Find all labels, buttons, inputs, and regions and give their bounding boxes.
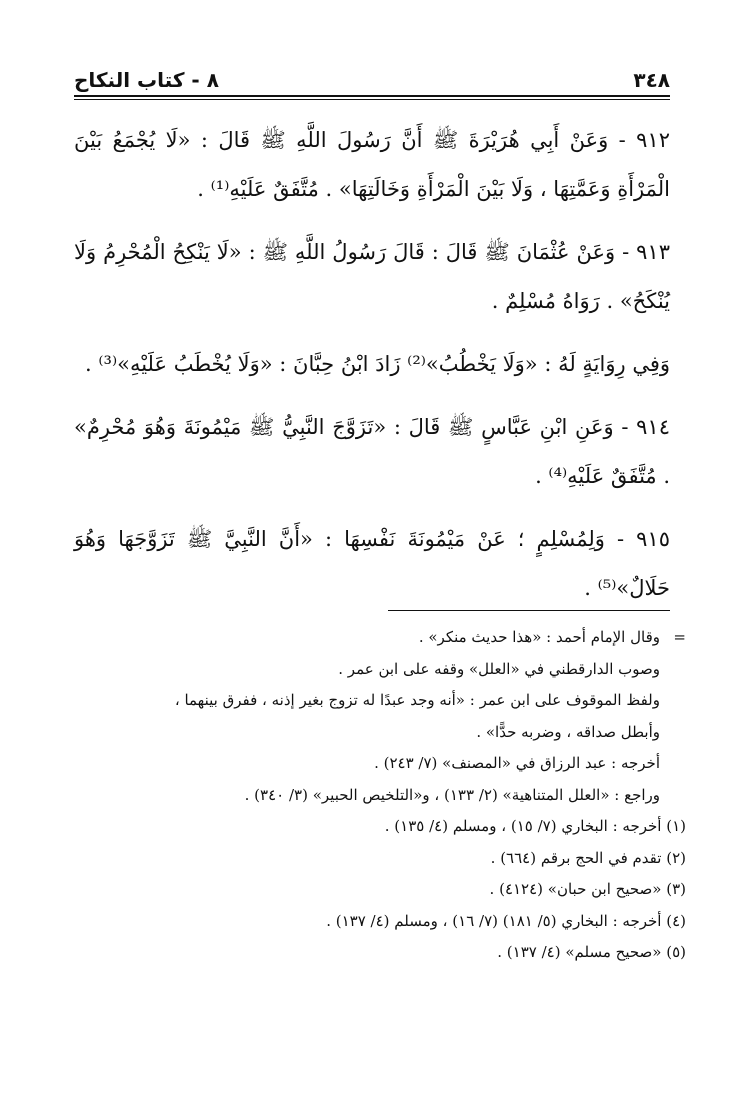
footnote-line: وقال الإمام أحمد : «هذا حديث منكر» . <box>418 628 660 646</box>
hadith-912: ٩١٢ - وَعَنْ أَبِي هُرَيْرَةَ ﷺ أَنَّ رَسُولَ اللَّهِ ﷺ قَالَ : «لَا يُجْمَعُ بَيْنَ الْمَرْأَةِ وَعَمَّتِهَا ، وَلَا بَيْنَ الْمَرْأَةِ وَخَالَتِهَا» . مُتَّفَقٌ عَلَيْهِ⁽¹⁾ . <box>74 128 670 201</box>
footnote-line: وصوب الدارقطني في «العلل» وقفه على ابن عمر . <box>338 659 660 678</box>
hadith-915: ٩١٥ - وَلِمُسْلِمٍ ؛ عَنْ مَيْمُونَةَ نَفْسِهَا : «أَنَّ النَّبِيَّ ﷺ تَزَوَّجَهَا وَهُوَ حَلَالٌ»⁽⁵⁾ . <box>74 527 670 600</box>
page-number: ٣٤٨ <box>633 68 670 92</box>
footnote-2: (٢) تقدم في الحج برقم (٦٦٤) . <box>490 848 686 867</box>
footnote-separator <box>388 610 670 611</box>
footnote-4: (٤) أخرجه : البخاري (٥/ ١٨١) (٧/ ١٦) ، ومسلم (٤/ ١٣٧) . <box>326 911 686 930</box>
footnote-line: وراجع : «العلل المتناهية» (٢/ ١٣٣) ، و«التلخيص الحبير» (٣/ ٣٤٠) . <box>244 785 660 804</box>
footnote-line: ولفظ الموقوف على ابن عمر : «أنه وجد عبدًا له تزوج بغير إذنه ، ففرق بينهما ، <box>174 691 660 709</box>
footnote-line: أخرجه : عبد الرزاق في «المصنف» (٧/ ٢٤٣) . <box>374 754 660 772</box>
main-text <box>74 116 670 627</box>
hadith-913: ٩١٣ - وَعَنْ عُثْمَانَ ﷺ قَالَ : قَالَ رَسُولُ اللَّهِ ﷺ : «لَا يَنْكِحُ الْمُحْرِمُ وَلَا يُنْكَحُ» . رَوَاهُ مُسْلِمٌ . <box>74 240 670 313</box>
footnote-1: (١) أخرجه : البخاري (٧/ ١٥) ، ومسلم (٤/ ١٣٥) . <box>384 817 686 835</box>
header-rule-thin <box>74 99 670 100</box>
footnote-3: (٣) «صحيح ابن حبان» (٤١٢٤) . <box>489 880 686 898</box>
hadith-914: ٩١٤ - وَعَنِ ابْنِ عَبَّاسٍ ﷺ قَالَ : «تَزَوَّجَ النَّبِيُّ ﷺ مَيْمُونَةَ وَهُوَ مُحْرِمٌ» . مُتَّفَقٌ عَلَيْهِ⁽⁴⁾ . <box>74 415 670 488</box>
hadith-913-variant: وَفِي رِوَايَةٍ لَهُ : «وَلَا يَخْطُبُ»⁽²⁾ زَادَ ابْنُ حِبَّانَ : «وَلَا يُخْطَبُ عَلَيْهِ»⁽³⁾ . <box>85 352 670 376</box>
page-header <box>74 52 670 92</box>
continuation-marker: = <box>673 628 686 646</box>
header-rule <box>74 95 670 97</box>
footnotes <box>60 622 686 969</box>
footnote-line: وأبطل صداقه ، وضربه حدًّا» . <box>476 722 660 741</box>
footnote-5: (٥) «صحيح مسلم» (٤/ ١٣٧) . <box>497 943 686 961</box>
chapter-title: ٨ - كتاب النكاح <box>74 68 219 92</box>
footnote-continuation <box>60 622 686 811</box>
